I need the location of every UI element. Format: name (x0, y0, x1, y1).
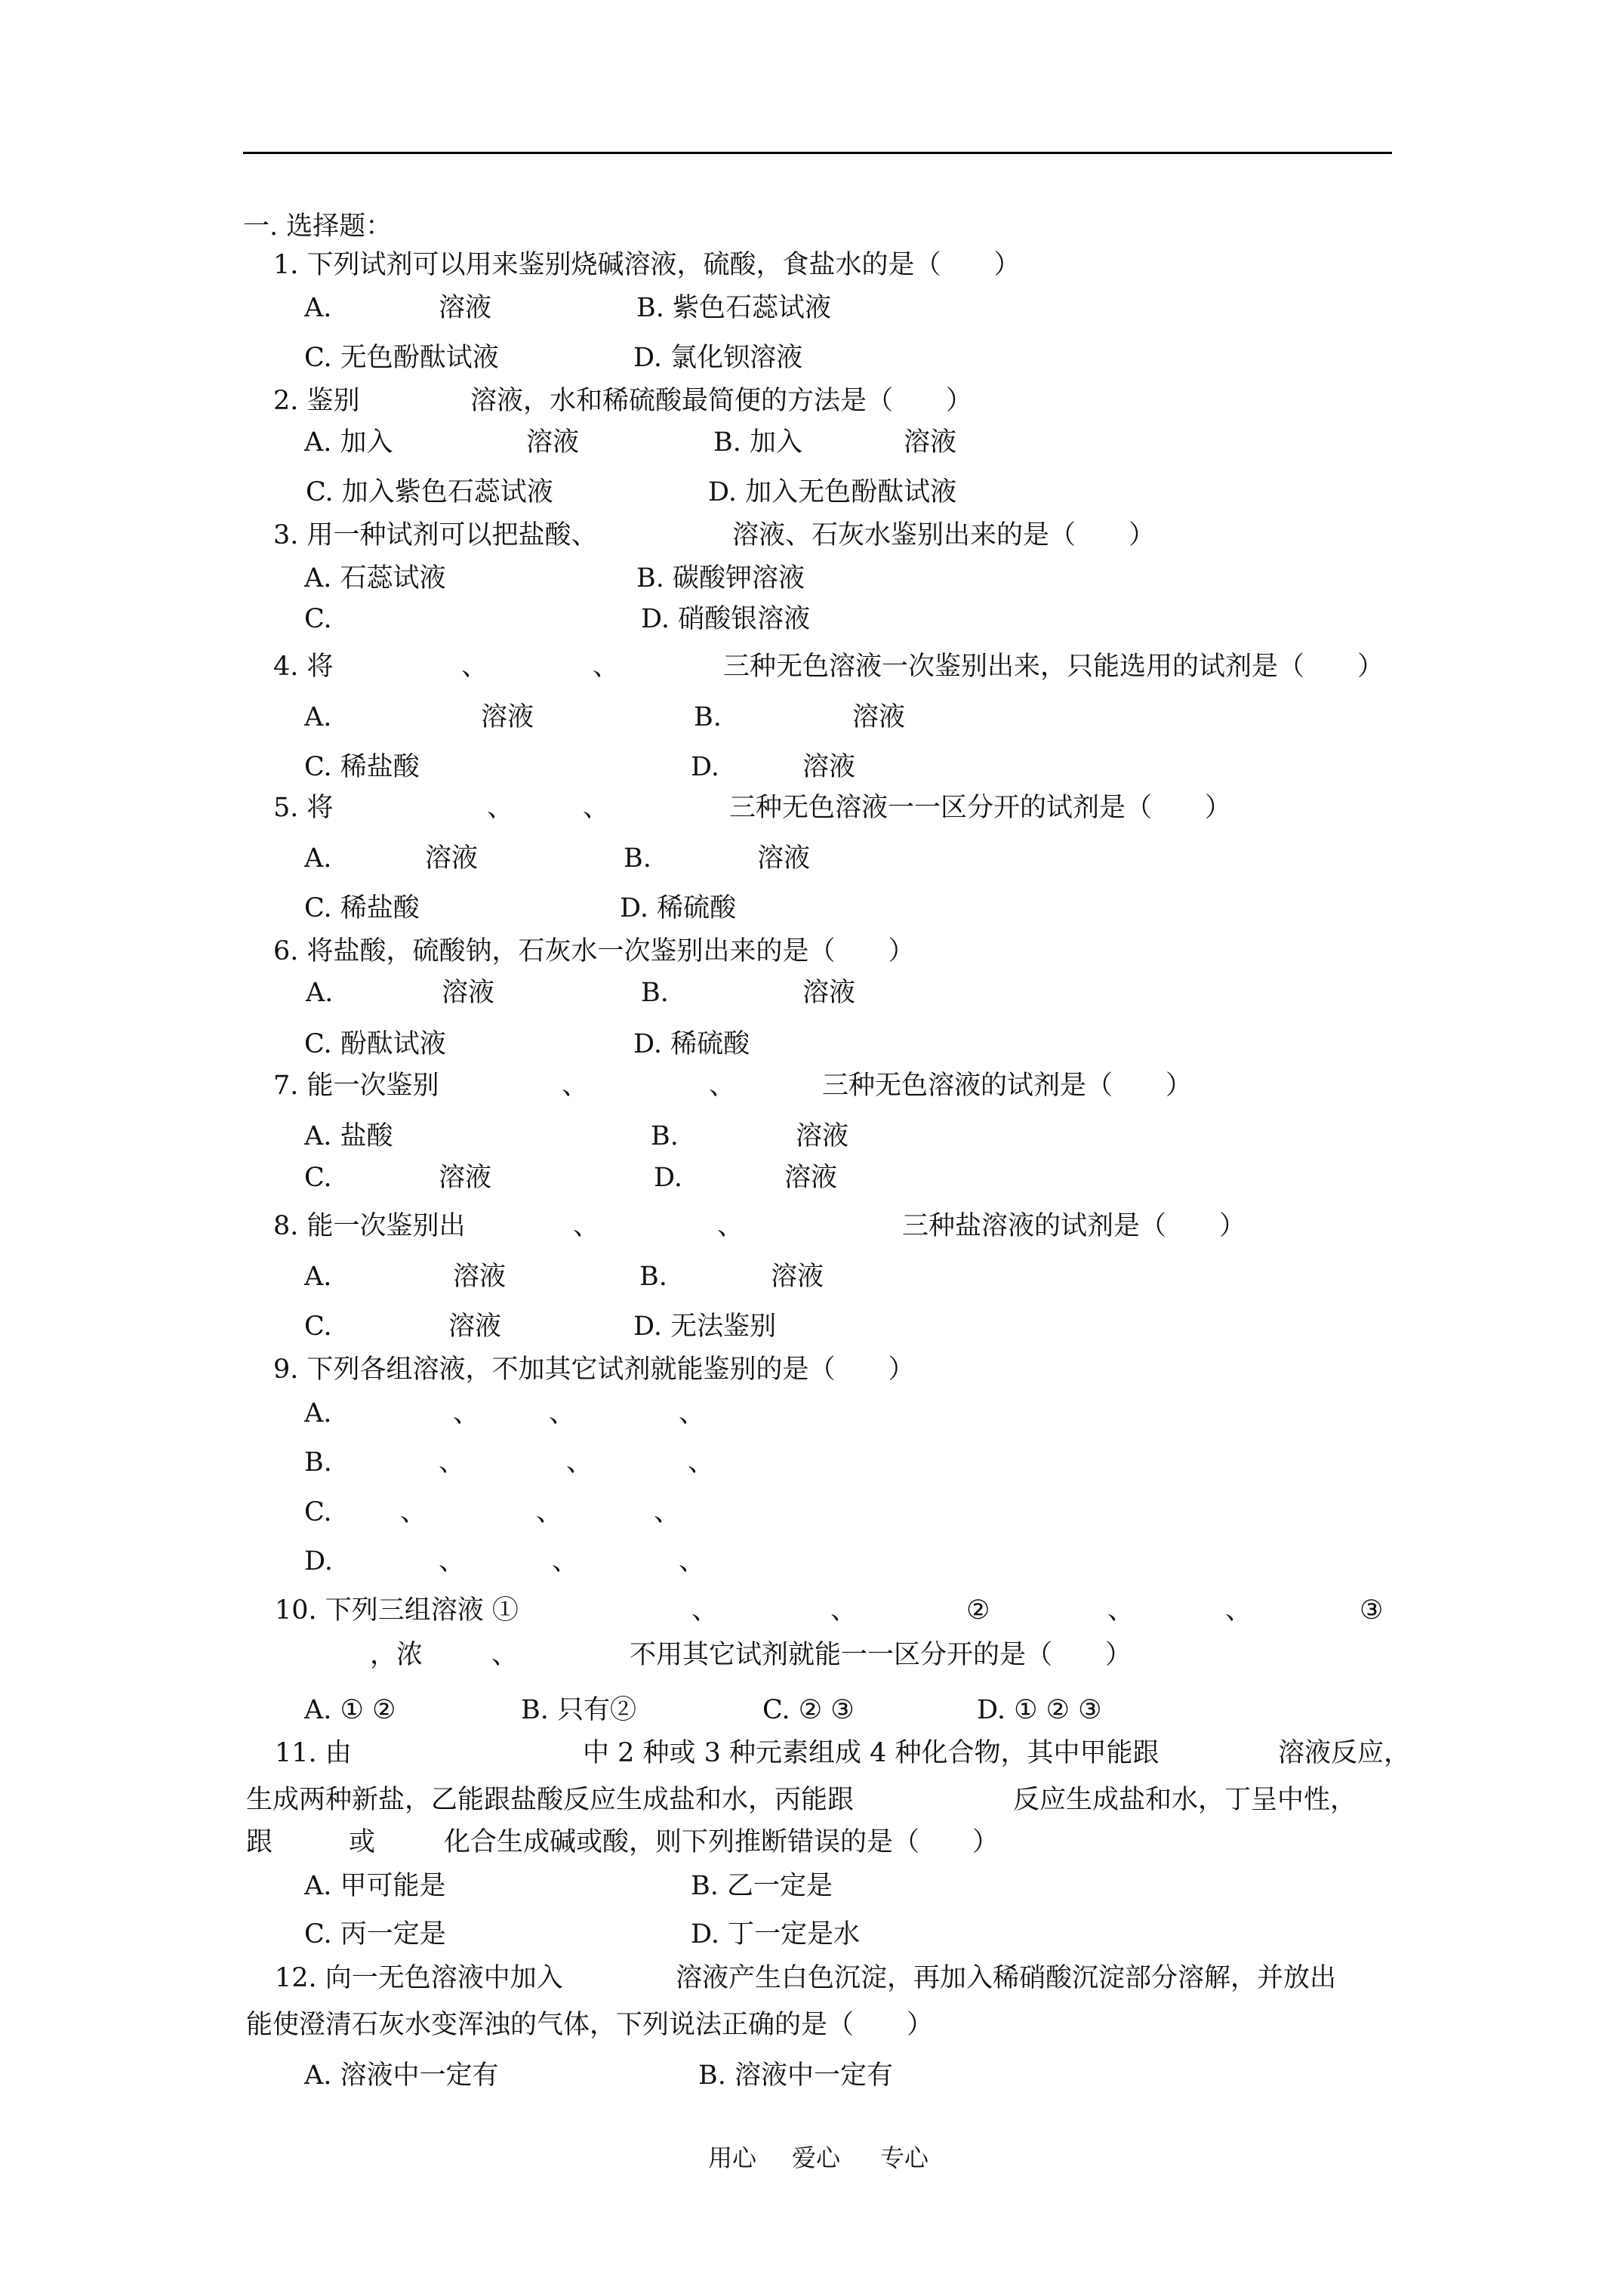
header-rule (243, 152, 1392, 154)
q4-option-a-text: 溶液 (481, 702, 534, 732)
q10-option-a: A. ① ② (304, 1695, 396, 1725)
q8-separator: 、 (573, 1211, 600, 1241)
q8-option-b-text: 溶液 (771, 1262, 824, 1292)
q11-option-a: A. 甲可能是 (304, 1871, 446, 1901)
q8-option-a-text: 溶液 (453, 1262, 507, 1292)
footer-text: 用心 (708, 2143, 757, 2172)
q5-stem-start: 5. 将 (273, 793, 334, 823)
q1-option-d: D. 氯化钡溶液 (633, 343, 803, 373)
q2-option-b: B. 加入 (713, 427, 802, 458)
q6-option-b-text: 溶液 (802, 978, 856, 1008)
q3-option-d: D. 硝酸银溶液 (641, 604, 811, 634)
q6-option-b: B. (641, 978, 669, 1008)
q11-stem-line1-end: 溶液反应， (1278, 1738, 1411, 1768)
footer-text: 专心 (880, 2143, 929, 2172)
q9-separator: 、 (654, 1497, 681, 1527)
q8-option-a: A. (304, 1262, 332, 1292)
q9-stem: 9. 下列各组溶液，不加其它试剂就能鉴别的是（ ） (273, 1354, 915, 1385)
q11-option-b: B. 乙一定是 (691, 1871, 833, 1901)
q9-separator: 、 (536, 1497, 563, 1527)
q7-option-b: B. (651, 1121, 679, 1151)
q10-stem-start: 10. 下列三组溶液 ① (275, 1595, 519, 1626)
q9-separator: 、 (552, 1546, 579, 1576)
q7-option-d: D. (654, 1163, 682, 1193)
q1-option-c: C. 无色酚酞试液 (304, 343, 499, 373)
q2-option-a-text: 溶液 (526, 427, 580, 458)
q5-option-a-text: 溶液 (425, 843, 479, 874)
q11-stem-line3-end: 化合生成碱或酸，则下列推断错误的是（ ） (444, 1827, 999, 1857)
q10-separator: 、 (830, 1595, 858, 1626)
q10-separator: 、 (491, 1640, 519, 1670)
q10-group-3-marker: ③ (1360, 1595, 1384, 1626)
q4-option-a: A. (304, 702, 332, 732)
q9-option-b: B. (304, 1447, 332, 1478)
q10-option-b: B. 只有② (521, 1695, 636, 1725)
q3-option-a: A. 石蕊试液 (304, 563, 446, 593)
q12-stem-line1-end: 溶液产生白色沉淀，再加入稀硝酸沉淀部分溶解，并放出 (676, 1963, 1337, 1993)
q7-option-c: C. (304, 1163, 332, 1193)
q6-option-c: C. 酚酞试液 (304, 1029, 446, 1059)
q8-option-c-text: 溶液 (448, 1311, 502, 1342)
q9-separator: 、 (400, 1497, 427, 1527)
q12-stem-line1-start: 12. 向一无色溶液中加入 (275, 1963, 563, 1993)
q9-separator: 、 (439, 1546, 466, 1576)
q1-option-a-text: 溶液 (439, 293, 492, 323)
q2-option-d: D. 加入无色酚酞试液 (708, 477, 957, 507)
q5-option-a: A. (304, 843, 332, 874)
q10-stem-line2-start: ，浓 (370, 1640, 423, 1670)
q9-separator: 、 (679, 1398, 706, 1428)
q10-separator: 、 (1107, 1595, 1135, 1626)
q9-separator: 、 (439, 1447, 466, 1478)
q12-option-b: B. 溶液中一定有 (698, 2060, 893, 2091)
q8-option-d: D. 无法鉴别 (633, 1311, 777, 1342)
q7-stem-end: 三种无色溶液的试剂是（ ） (822, 1071, 1193, 1101)
q9-separator: 、 (453, 1398, 480, 1428)
q2-option-a: A. 加入 (304, 427, 393, 458)
q8-option-b: B. (639, 1262, 667, 1292)
q8-separator: 、 (717, 1211, 744, 1241)
q2-option-c: C. 加入紫色石蕊试液 (306, 477, 553, 507)
q5-stem-end: 三种无色溶液一一区分开的试剂是（ ） (729, 793, 1232, 823)
q4-option-b-text: 溶液 (852, 702, 906, 732)
q9-separator: 、 (549, 1398, 576, 1428)
q4-separator: 、 (461, 652, 488, 682)
q2-stem-start: 2. 鉴别 (273, 386, 360, 416)
q5-separator: 、 (583, 793, 610, 823)
q6-option-d: D. 稀硫酸 (633, 1029, 750, 1059)
q7-option-d-text: 溶液 (784, 1163, 838, 1193)
q3-stem-start: 3. 用一种试剂可以把盐酸、 (273, 520, 598, 550)
q11-stem-line1-mid: 中 2 种或 3 种元素组成 4 种化合物，其中甲能跟 (583, 1738, 1160, 1768)
q4-option-d-text: 溶液 (802, 752, 856, 782)
q5-option-b-text: 溶液 (757, 843, 811, 874)
q9-option-c: C. (304, 1497, 332, 1527)
q4-option-b: B. (694, 702, 722, 732)
q9-separator: 、 (679, 1546, 706, 1576)
q4-stem-start: 4. 将 (273, 652, 334, 682)
q6-option-a-text: 溶液 (442, 978, 495, 1008)
q7-option-c-text: 溶液 (439, 1163, 492, 1193)
q3-stem-end: 溶液、石灰水鉴别出来的是（ ） (732, 520, 1156, 550)
q10-separator: 、 (1225, 1595, 1252, 1626)
q10-option-d: D. ① ② ③ (977, 1695, 1102, 1725)
q9-separator: 、 (566, 1447, 593, 1478)
q2-option-b-text: 溶液 (904, 427, 957, 458)
q6-stem: 6. 将盐酸，硫酸钠，石灰水一次鉴别出来的是（ ） (273, 936, 915, 966)
q8-stem-end: 三种盐溶液的试剂是（ ） (902, 1211, 1246, 1241)
q1-option-a: A. (304, 293, 332, 323)
q10-stem-line2-end: 不用其它试剂就能一一区分开的是（ ） (630, 1640, 1132, 1670)
q7-separator: 、 (709, 1071, 736, 1101)
q10-group-2-marker: ② (966, 1595, 990, 1626)
q5-option-b: B. (624, 843, 651, 874)
q12-option-a: A. 溶液中一定有 (304, 2060, 499, 2091)
q4-separator: 、 (593, 652, 620, 682)
q11-stem-line2-end: 反应生成盐和水，丁呈中性， (1013, 1785, 1357, 1815)
q11-stem-line3-start: 跟 (246, 1827, 273, 1857)
q3-option-b: B. 碳酸钾溶液 (636, 563, 805, 593)
q7-option-a: A. 盐酸 (304, 1121, 393, 1151)
q7-option-b-text: 溶液 (796, 1121, 849, 1151)
q5-option-c: C. 稀盐酸 (304, 893, 420, 923)
q5-separator: 、 (487, 793, 514, 823)
q8-option-c: C. (304, 1311, 332, 1342)
q3-option-c: C. (304, 604, 332, 634)
q10-option-c: C. ② ③ (762, 1695, 855, 1725)
q12-stem-line2: 能使澄清石灰水变浑浊的气体，下列说法正确的是（ ） (246, 2010, 934, 2040)
q8-stem-start: 8. 能一次鉴别出 (273, 1211, 466, 1241)
q2-stem-end: 溶液，水和稀硫酸最简便的方法是（ ） (470, 386, 973, 416)
q7-stem-start: 7. 能一次鉴别 (273, 1071, 439, 1101)
q10-separator: 、 (691, 1595, 719, 1626)
q4-option-d: D. (691, 752, 719, 782)
q1-option-b: B. 紫色石蕊试液 (636, 293, 831, 323)
q9-separator: 、 (688, 1447, 715, 1478)
section-title: 一. 选择题： (243, 211, 393, 242)
q11-option-d: D. 丁一定是水 (691, 1919, 861, 1949)
q6-option-a: A. (306, 978, 334, 1008)
q1-stem: 1. 下列试剂可以用来鉴别烧碱溶液，硫酸，食盐水的是（ ） (273, 250, 1021, 280)
q4-stem-end: 三种无色溶液一次鉴别出来，只能选用的试剂是（ ） (723, 652, 1384, 682)
q11-stem-line3-mid: 或 (349, 1827, 376, 1857)
q9-option-a: A. (304, 1398, 332, 1428)
q5-option-d: D. 稀硫酸 (620, 893, 737, 923)
q11-option-c: C. 丙一定是 (304, 1919, 446, 1949)
q11-stem-line2-start: 生成两种新盐，乙能跟盐酸反应生成盐和水，丙能跟 (246, 1785, 855, 1815)
q9-option-d: D. (304, 1546, 333, 1576)
q7-separator: 、 (562, 1071, 589, 1101)
q11-stem-line1-start: 11. 由 (275, 1738, 352, 1768)
footer-text: 爱心 (792, 2143, 841, 2172)
q4-option-c: C. 稀盐酸 (304, 752, 420, 782)
